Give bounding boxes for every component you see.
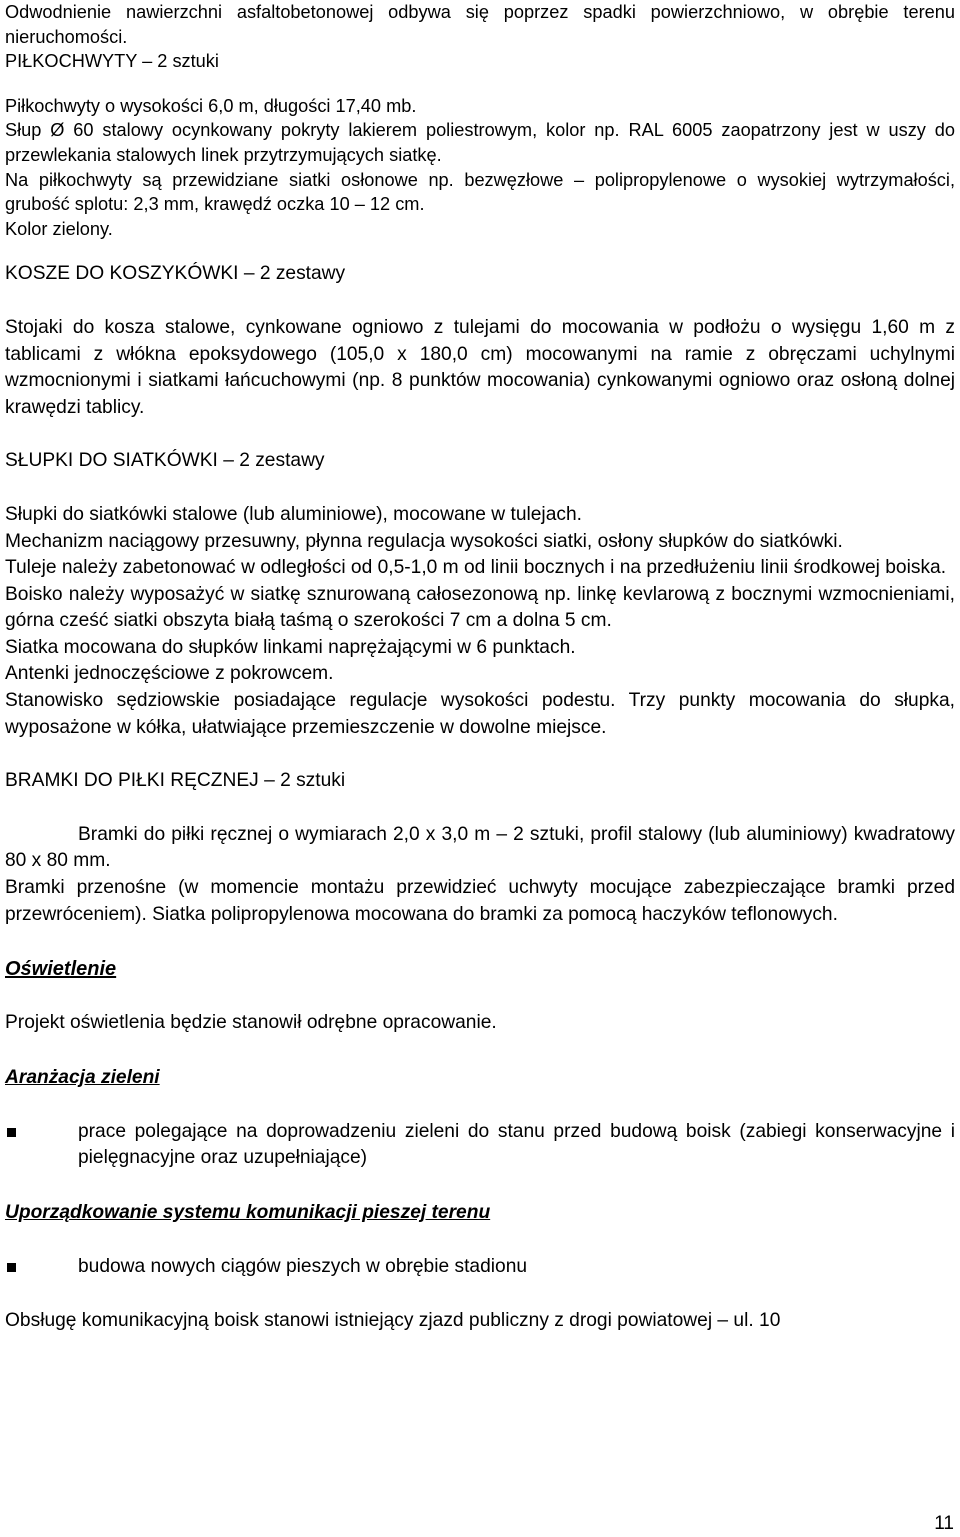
ball-catchers-nets: Na piłkochwyty są przewidziane siatki osłonowe np. bezwęzłowe – polipropylenowe o wysokiej wytrzymałości, grubość splotu: 2,3 mm, krawędź oczka 10 – 12 cm. (5, 169, 955, 215)
greenery-bullet-item (5, 1119, 955, 1172)
volleyball-heading: SŁUPKI DO SIATKÓWKI – 2 zestawy (5, 450, 325, 472)
spacer (5, 741, 955, 768)
handball-heading: BRAMKI DO PIŁKI RĘCZNEJ – 2 sztuki (5, 770, 346, 792)
spacer (5, 1092, 955, 1119)
volleyball-antennas: Antenki jednoczęściowe z pokrowcem. (5, 663, 334, 685)
square-bullet-icon (7, 1128, 16, 1137)
spacer (5, 1172, 955, 1199)
spacer (5, 421, 955, 448)
lighting-heading: Oświetlenie (5, 958, 117, 981)
ball-catchers-post: Słup Ø 60 stalowy ocynkowany pokryty lakierem poliestrowym, kolor np. RAL 6005 zaopatrzony jest w uszy do przewlekania stalowych linek przytrzymujących siatkę. (5, 120, 955, 165)
spacer (5, 1281, 955, 1308)
volleyball-net: Boisko należy wyposażyć w siatkę sznurowaną całosezonową np. linkę kevlarową z bocznymi wzmocnieniami, górna cześć siatki obszyta białą taśmą o szerokości 7 cm a dolna 5 cm. (5, 583, 955, 632)
pedestrian-bullet-item (5, 1254, 955, 1281)
pedestrian-heading: Uporządkowanie systemu komunikacji pieszej terenu (5, 1202, 491, 1223)
volleyball-referee-stand: Stanowisko sędziowskie posiadające regulacje wysokości podestu. Trzy punkty mocowania do słupka, wyposażone w kółka, ułatwiające przemieszczenie w dowolne miejsce. (5, 690, 955, 738)
spacer (5, 475, 955, 502)
ball-catchers-color: Kolor zielony. (5, 218, 113, 239)
volleyball-mechanism: Mechanizm naciągowy przesuwny, płynna regulacja wysokości siatki, osłony słupków do siatkówki. (5, 530, 843, 552)
handball-goals-size: Bramki do piłki ręcznej o wymiarach 2,0 x 3,0 m – 2 sztuki, profil stalowy (lub aluminiowy) kwadratowy 80 x 80 mm. (5, 823, 955, 872)
spacer (5, 288, 955, 315)
spacer (5, 1227, 955, 1254)
spacer (5, 983, 955, 1010)
volleyball-posts: Słupki do siatkówki stalowe (lub aluminiowe), mocowane w tulejach. (5, 503, 582, 525)
lighting-description: Projekt oświetlenia będzie stanowił odrębne opracowanie. (5, 1012, 497, 1034)
basketball-heading: KOSZE DO KOSZYKÓWKI – 2 zestawy (5, 263, 346, 285)
volleyball-net-mounting: Siatka mocowana do słupków linkami naprężającymi w 6 punktach. (5, 636, 576, 658)
spacer (5, 241, 955, 261)
document-page (5, 0, 955, 1334)
drainage-paragraph: Odwodnienie nawierzchni asfaltobetonowej odbywa się poprzez spadki powierzchniowo, w obrębie terenu nieruchomości. (5, 2, 955, 47)
access-paragraph: Obsługę komunikacyjną boisk stanowi istniejący zjazd publiczny z drogi powiatowej – ul. 10 (5, 1309, 781, 1331)
pedestrian-bullet-text: budowa nowych ciągów pieszych w obrębie stadionu (78, 1256, 528, 1277)
greenery-heading: Aranżacja zieleni (5, 1066, 160, 1088)
spacer (5, 74, 955, 94)
ball-catchers-dimensions: Piłkochwyty o wysokości 6,0 m, długości 17,40 mb. (5, 95, 417, 116)
page-number: 11 (934, 1513, 954, 1534)
spacer (5, 1037, 955, 1064)
greenery-bullet-text: prace polegające na doprowadzeniu zieleni do stanu przed budową boisk (zabiegi konserwacyjne i pielęgnacyjne oraz uzupełniające) (78, 1120, 955, 1169)
spacer (5, 795, 955, 822)
basketball-description: Stojaki do kosza stalowe, cynkowane ogniowo z tulejami do mocowania w podłożu o wysięgu 1,60 m z tablicami z włókna epoksydowego (105,0 x 180,0 cm) mocowanymi na ramie z obręczami uchylnymi wzmocnionymi i siatkami łańcuchowymi (np. 8 punktów mocowania) cynkowanymi ogniowo oraz osłoną dolnej krawędzi tablicy. (5, 316, 955, 418)
volleyball-sleeves: Tuleje należy zabetonować w odległości od 0,5-1,0 m od linii bocznych i na przedłużeniu linii środkowej boiska. (5, 557, 947, 579)
square-bullet-icon (7, 1263, 16, 1272)
handball-goals-portable: Bramki przenośne (w momencie montażu przewidzieć uchwyty mocujące zabezpieczające bramki przed przewróceniem). Siatka polipropylenowa mocowana do bramki za pomocą haczyków teflonowych. (5, 877, 955, 925)
spacer (5, 928, 955, 955)
ball-catchers-heading: PIŁKOCHWYTY – 2 sztuki (5, 51, 219, 72)
